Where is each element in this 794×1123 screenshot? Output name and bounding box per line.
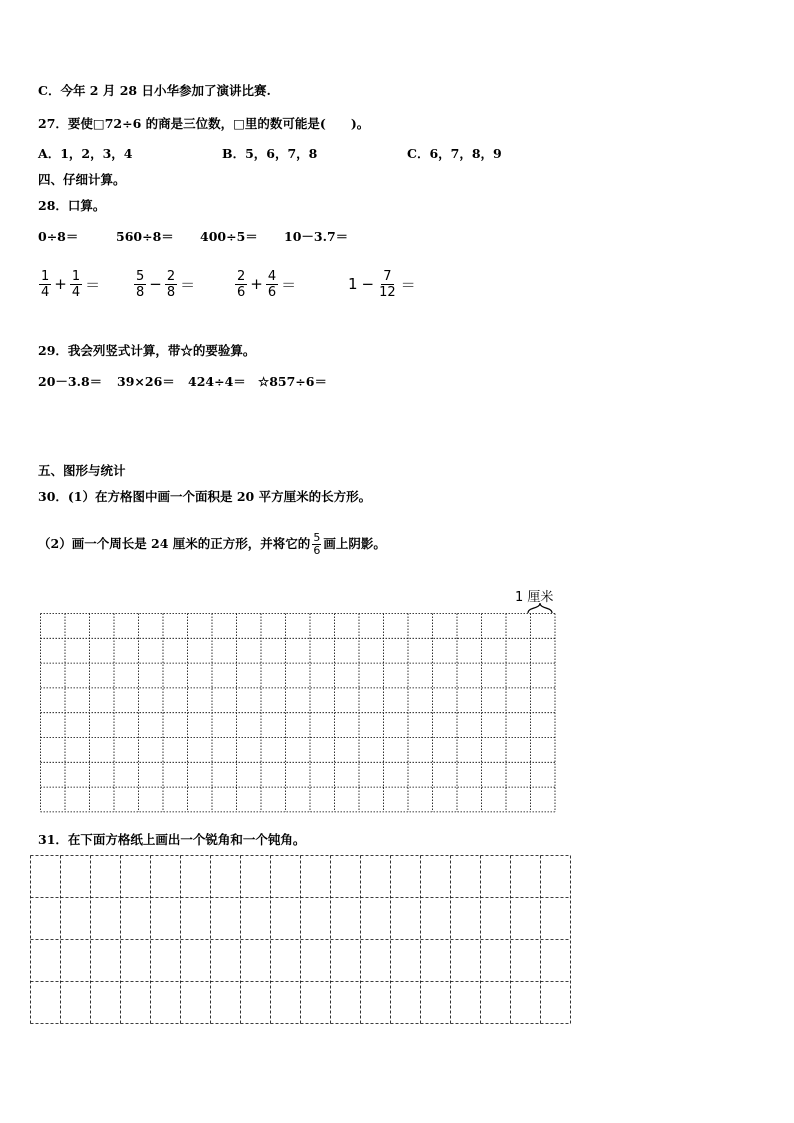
q29-title: 29．我会列竖式计算，带☆的要验算。 xyxy=(38,343,256,358)
q28-expr-1: 0÷8＝ xyxy=(38,229,79,244)
fraction: $\frac{5}{6}$ xyxy=(313,531,321,557)
q28-frac-expr-2: $\frac{5}{8}$ − $\frac{2}{8}$ ＝ xyxy=(136,268,196,300)
q28-expr-3: 400÷5＝ xyxy=(200,229,258,244)
q29-item-1: 20－3.8＝ xyxy=(38,374,103,389)
q31-square-grid[interactable] xyxy=(30,855,575,1026)
q29-item-3: 424÷4＝ xyxy=(188,374,246,389)
section5-title: 五、图形与统计 xyxy=(38,463,126,478)
fraction: $\frac{5}{8}$ xyxy=(136,268,145,300)
q28-expr-4: 10－3.7＝ xyxy=(284,229,349,244)
fraction: $\frac{1}{4}$ xyxy=(41,268,50,300)
q28-title: 28．口算。 xyxy=(38,198,106,213)
q28-frac-expr-3: $\frac{2}{6}$ + $\frac{4}{6}$ ＝ xyxy=(237,268,297,300)
q27-option-a: A．1，2，3，4 xyxy=(38,146,133,161)
q27-option-b: B．5，6，7，8 xyxy=(222,146,318,161)
fraction: $\frac{2}{8}$ xyxy=(166,268,176,300)
fraction: $\frac{1}{4}$ xyxy=(71,268,81,300)
q27-stem: 27．要使□72÷6 的商是三位数，□里的数可能是( )。 xyxy=(38,116,370,131)
q30-part1: 30．(1）在方格图中画一个面积是 20 平方厘米的长方形。 xyxy=(38,489,372,504)
q31-title: 31．在下面方格纸上画出一个锐角和一个钝角。 xyxy=(38,832,306,847)
q27-option-c: C．6，7，8，9 xyxy=(407,146,502,161)
q30-part2: （2）画一个周长是 24 厘米的正方形，并将它的 $\frac{5}{6}$ 画上阴影。 xyxy=(38,531,386,557)
fraction: $\frac{4}{6}$ xyxy=(267,268,277,300)
q28-expr-2: 560÷8＝ xyxy=(116,229,174,244)
q29-item-2: 39×26＝ xyxy=(117,374,175,389)
grid-scale-label: 1 厘米 xyxy=(515,590,554,605)
q28-frac-expr-4: 1 − $\frac{7}{12}$ ＝ xyxy=(348,268,416,300)
section4-title: 四、仔细计算。 xyxy=(38,172,126,187)
fraction: $\frac{2}{6}$ xyxy=(237,268,246,300)
q28-frac-expr-1: $\frac{1}{4}$ + $\frac{1}{4}$ ＝ xyxy=(41,268,101,300)
q26-option-c: C．今年 2 月 28 日小华参加了演讲比赛. xyxy=(38,83,271,98)
q29-item-4: ☆857÷6＝ xyxy=(258,374,327,389)
q30-square-grid[interactable] xyxy=(40,613,556,814)
fraction: $\frac{7}{12}$ xyxy=(379,268,396,300)
